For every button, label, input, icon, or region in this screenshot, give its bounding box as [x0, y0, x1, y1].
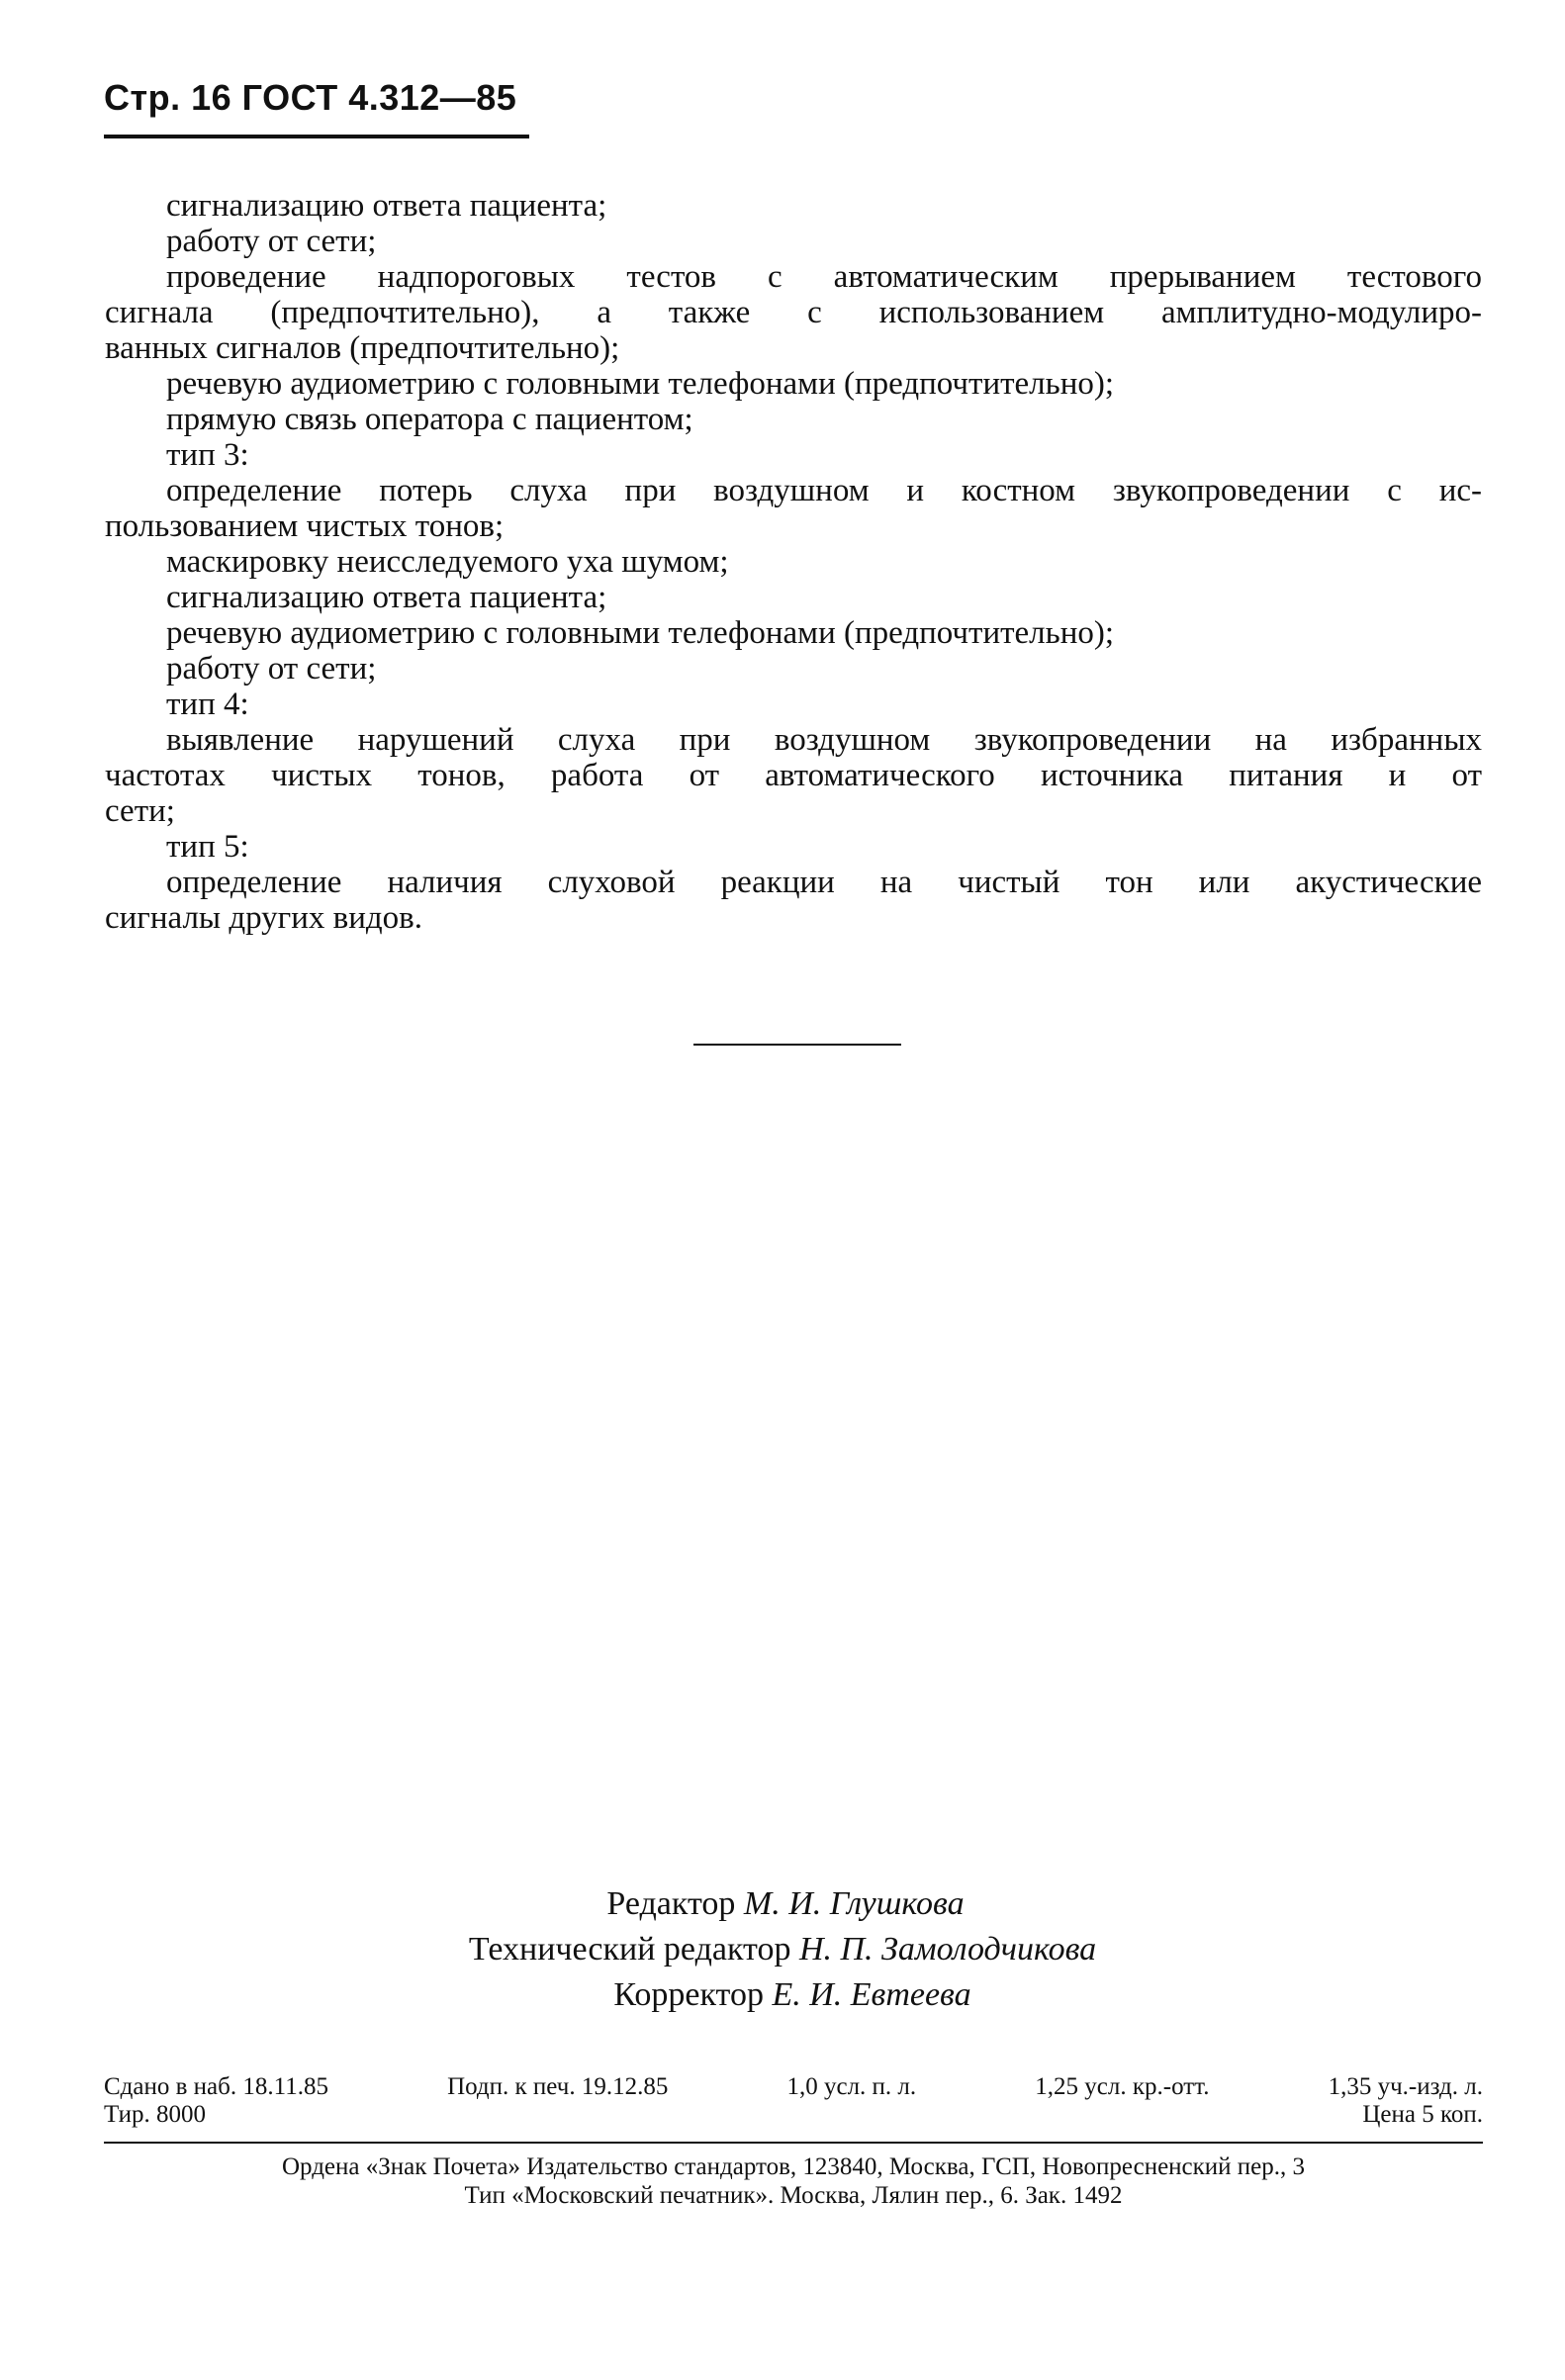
tech-editor-name: Н. П. Замолодчикова: [798, 1931, 1097, 1968]
body-line: частотах чистых тонов, работа от автоматического источника питания и от: [105, 758, 1482, 793]
body-line: работу от сети;: [166, 651, 377, 687]
imprint-tirazh: Тир. 8000: [104, 2101, 207, 2128]
body-line: выявление нарушений слуха при воздушном звукопроведении на избранных: [166, 722, 1482, 758]
corrector-name: Е. И. Евтеева: [772, 1976, 971, 2013]
editor-name: М. И. Глушкова: [743, 1885, 965, 1922]
body-line: тип 4:: [166, 687, 249, 722]
page-header: Стр. 16 ГОСТ 4.312—85: [104, 77, 517, 118]
imprint-price: Цена 5 коп.: [1362, 2101, 1483, 2128]
body-line: речевую аудиометрию с головными телефонами (предпочтительно);: [166, 615, 1115, 651]
imprint-usl-kr: 1,25 усл. кр.-отт.: [1035, 2073, 1210, 2100]
tech-editor-credit: [0, 1927, 1565, 1972]
body-line: сигнализацию ответа пациента;: [166, 188, 607, 224]
corrector-role: Корректор: [613, 1976, 764, 2013]
editor-credit: [0, 1881, 1565, 1927]
editor-role: Редактор: [606, 1885, 736, 1922]
imprint-podp: Подп. к печ. 19.12.85: [447, 2073, 669, 2100]
section-separator: [693, 1044, 901, 1046]
body-line: проведение надпороговых тестов с автоматическим прерыванием тестового: [166, 259, 1482, 295]
imprint-row-2: [104, 2101, 1483, 2129]
imprint-sdano: Сдано в наб. 18.11.85: [104, 2073, 328, 2100]
body-line: пользованием чистых тонов;: [105, 508, 505, 544]
body-line: сигнала (предпочтительно), а также с использованием амплитудно-модулиро-: [105, 295, 1482, 330]
body-line: сигнализацию ответа пациента;: [166, 580, 607, 615]
imprint-row-1: [104, 2073, 1483, 2101]
tech-editor-role: Технический редактор: [468, 1931, 791, 1968]
body-line: определение наличия слуховой реакции на чистый тон или акустические: [166, 865, 1482, 900]
body-line: речевую аудиометрию с головными телефонами (предпочтительно);: [166, 366, 1115, 402]
body-line: определение потерь слуха при воздушном и костном звукопроведении с ис-: [166, 473, 1482, 508]
corrector-credit: [0, 1972, 1565, 2018]
publisher-line-2: Тип «Московский печатник». Москва, Лялин пер., 6. Зак. 1492: [464, 2182, 1123, 2209]
imprint-block: [104, 2073, 1483, 2129]
body-line: сигналы других видов.: [105, 900, 422, 936]
imprint-usl-pl: 1,0 усл. п. л.: [786, 2073, 917, 2100]
body-line: маскировку неисследуемого уха шумом;: [166, 544, 729, 580]
credits-block: [0, 1881, 1565, 2018]
body-line: прямую связь оператора с пациентом;: [166, 402, 693, 437]
body-line: работу от сети;: [166, 224, 377, 259]
imprint-uch-izd: 1,35 уч.-изд. л.: [1328, 2073, 1483, 2100]
header-rule: [104, 135, 529, 138]
body-line: тип 5:: [166, 829, 249, 865]
publisher-block: [104, 2152, 1483, 2210]
body-line: ванных сигналов (предпочтительно);: [105, 330, 620, 366]
publisher-line-1: Ордена «Знак Почета» Издательство стандартов, 123840, Москва, ГСП, Новопресненский пер., 3: [281, 2153, 1306, 2180]
body-line: сети;: [105, 793, 175, 829]
body-line: тип 3:: [166, 437, 249, 473]
imprint-rule: [104, 2142, 1483, 2144]
